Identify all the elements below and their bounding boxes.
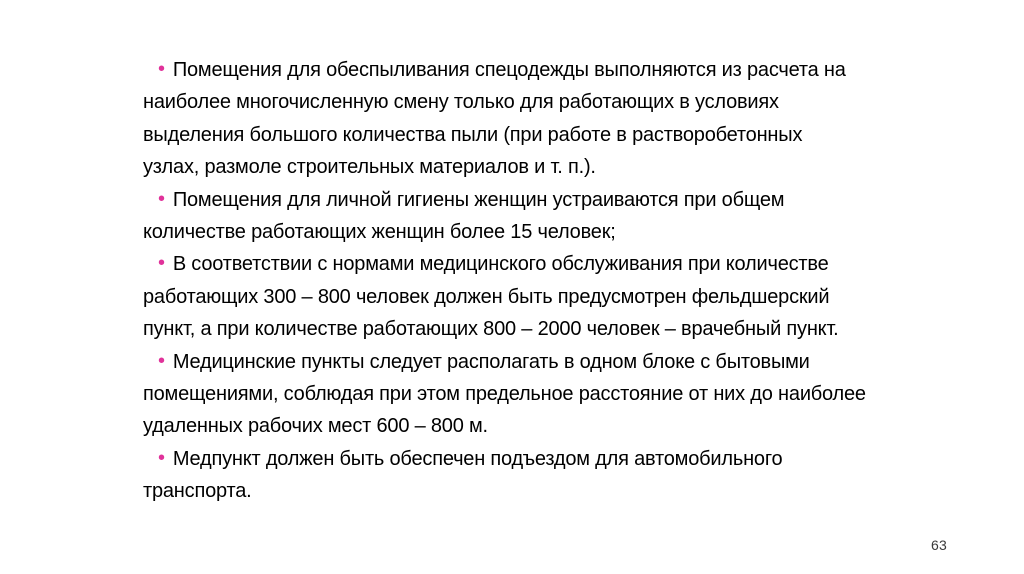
bullet-icon: • [158,187,165,210]
bullet-item [143,184,903,249]
bullet-line: выделения большого количества пыли (при работе в растворобетонных [143,123,803,146]
bullet-item [143,54,903,184]
bullet-line: количестве работающих женщин более 15 человек; [143,221,616,244]
bullet-icon: • [158,252,165,275]
bullet-icon: • [158,446,165,469]
bullet-item [143,346,903,443]
bullet-line: работающих 300 – 800 человек должен быть предусмотрен фельдшерский [143,285,830,308]
bullet-line: Помещения для обеспыливания спецодежды выполняются из расчета на [172,59,846,81]
bullet-line: пункт, а при количестве работающих 800 – 2000 человек – врачебный пункт. [143,318,839,341]
bullet-line: В соответствии с нормами медицинского обслуживания при количестве [172,253,829,276]
bullet-line: узлах, размоле строительных материалов и т. п.). [143,156,596,179]
bullet-line: транспорта. [143,480,252,503]
bullet-line: наиболее многочисленную смену только для работающих в условиях [143,91,779,114]
bullet-line: Помещения для личной гигиены женщин устраиваются при общем [172,188,785,211]
bullet-icon: • [158,349,165,372]
bullet-list [143,54,903,508]
bullet-item [143,443,903,508]
bullet-item [143,248,903,345]
bullet-line: удаленных рабочих мест 600 – 800 м. [143,415,488,438]
page-number: 63 [931,537,947,553]
bullet-icon: • [158,58,165,80]
bullet-line: Медпункт должен быть обеспечен подъездом для автомобильного [172,447,783,470]
bullet-line: помещениями, соблюдая при этом предельное расстояние от них до наиболее [143,383,866,406]
bullet-line: Медицинские пункты следует располагать в одном блоке с бытовыми [172,350,810,373]
